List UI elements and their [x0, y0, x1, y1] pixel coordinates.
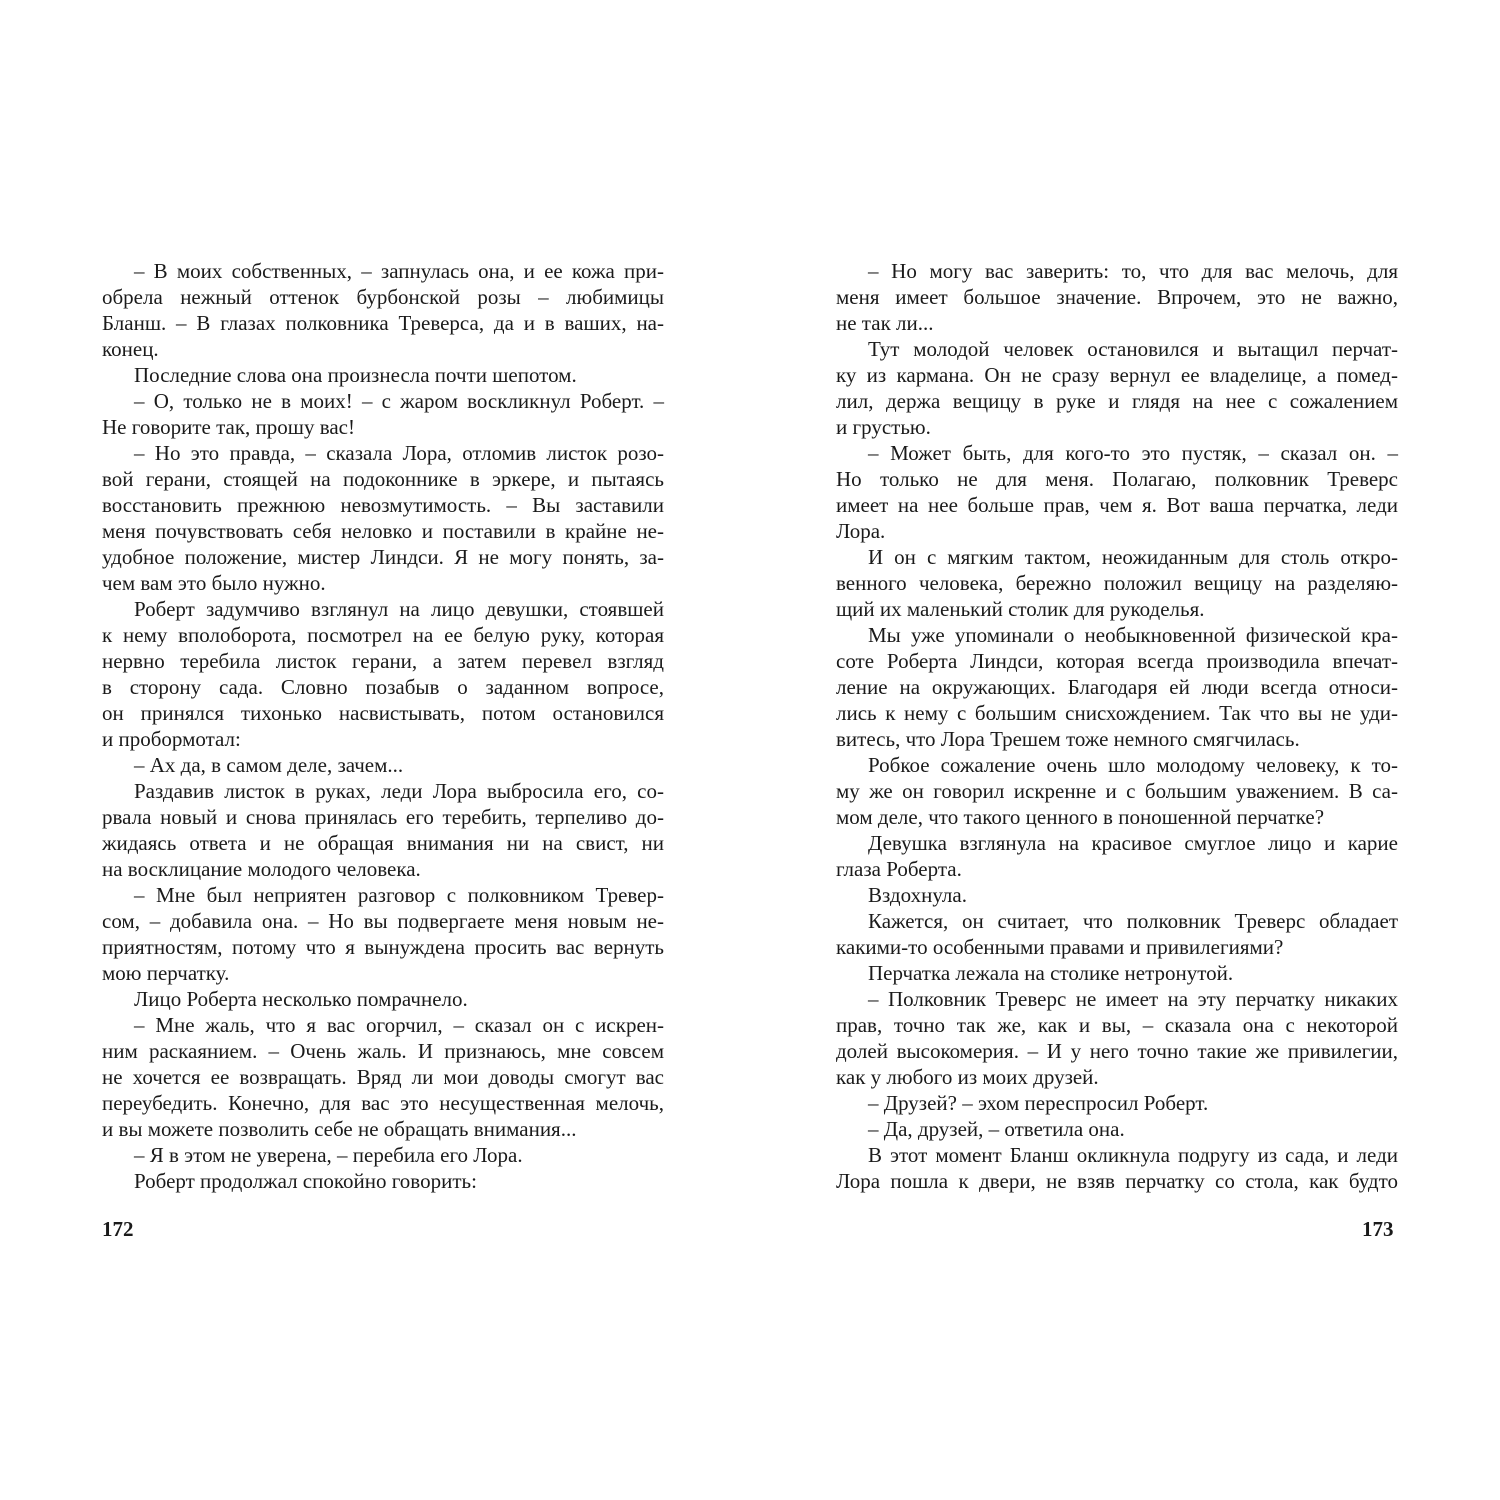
text-line: щий их маленький столик для рукоделья.: [836, 597, 1205, 621]
text-line: мою перчатку.: [102, 961, 230, 985]
text-line: соте Роберта Линдси, которая всегда производила впечат-: [836, 649, 1398, 673]
text-line: – Я в этом не уверена, – перебила его Лора.: [134, 1143, 523, 1167]
text-line: Бланш. – В глазах полковника Треверса, да и в ваших, на-: [102, 311, 664, 335]
left-page-text: [102, 258, 664, 1194]
text-line: и вы можете позволить себе не обращать внимания...: [102, 1117, 577, 1141]
text-line: удобное положение, мистер Линдси. Я не могу понять, за-: [102, 545, 664, 569]
text-line: И он с мягким тактом, неожиданным для столь откро-: [868, 545, 1398, 569]
text-line: Роберт задумчиво взглянул на лицо девушки, стоявшей: [134, 597, 664, 621]
text-line: му же он говорил искренне и с большим уважением. В са-: [836, 779, 1398, 803]
text-line: чем вам это было нужно.: [102, 571, 326, 595]
text-line: Раздавив листок в руках, леди Лора выбросила его, со-: [134, 779, 664, 803]
text-line: жидаясь ответа и не обращая внимания ни на свист, ни: [102, 831, 664, 855]
text-line: – Полковник Треверс не имеет на эту перчатку никаких: [868, 987, 1398, 1011]
text-line: и пробормотал:: [102, 727, 241, 751]
text-line: как у любого из моих друзей.: [836, 1065, 1099, 1089]
text-line: Девушка взглянула на красивое смуглое лицо и карие: [868, 831, 1398, 855]
left-page-number: 172: [102, 1217, 134, 1241]
text-line: восстановить прежнюю невозмутимость. – Вы заставили: [102, 493, 664, 517]
text-line: ним раскаянием. – Очень жаль. И признаюсь, мне совсем: [102, 1039, 664, 1063]
text-line: и грустью.: [836, 415, 931, 439]
text-line: нервно теребила листок герани, а затем перевел взгляд: [102, 649, 664, 673]
text-line: венного человека, бережно положил вещицу на разделяю-: [836, 571, 1398, 595]
text-line: Не говорите так, прошу вас!: [102, 415, 355, 439]
text-line: обрела нежный оттенок бурбонской розы – любимицы: [102, 285, 664, 309]
text-line: – Мне жаль, что я вас огорчил, – сказал он с искрен-: [134, 1013, 664, 1037]
text-line: Роберт продолжал спокойно говорить:: [134, 1169, 477, 1193]
text-line: В этот момент Бланш окликнула подругу из сада, и леди: [868, 1143, 1398, 1167]
text-line: долей высокомерия. – И у него точно такие же привилегии,: [836, 1039, 1398, 1063]
text-line: меня имеет большое значение. Впрочем, это не важно,: [836, 285, 1398, 309]
text-line: приятностям, потому что я вынуждена просить вас вернуть: [102, 935, 664, 959]
text-line: какими-то особенными правами и привилегиями?: [836, 935, 1284, 959]
right-page-number: 173: [1362, 1217, 1394, 1241]
text-line: Перчатка лежала на столике нетронутой.: [868, 961, 1234, 985]
text-line: Робкое сожаление очень шло молодому человеку, к то-: [868, 753, 1398, 777]
text-line: – Друзей? – эхом переспросил Роберт.: [868, 1091, 1209, 1115]
text-line: меня почувствовать себя неловко и поставили в крайне не-: [102, 519, 664, 543]
text-line: – В моих собственных, – запнулась она, и ее кожа при-: [134, 259, 664, 283]
text-line: переубедить. Конечно, для вас это несущественная мелочь,: [102, 1091, 664, 1115]
text-line: мом деле, что такого ценного в поношенной перчатке?: [836, 805, 1325, 829]
text-line: к нему вполоборота, посмотрел на ее белую руку, которая: [102, 623, 664, 647]
text-line: он принялся тихонько насвистывать, потом остановился: [102, 701, 664, 725]
text-line: – Да, друзей, – ответила она.: [868, 1117, 1125, 1141]
text-line: на восклицание молодого человека.: [102, 857, 421, 881]
text-line: – Мне был неприятен разговор с полковником Тревер-: [134, 883, 664, 907]
text-line: имеет на нее больше прав, чем я. Вот ваша перчатка, леди: [836, 493, 1398, 517]
text-line: не хочется ее возвращать. Вряд ли мои доводы смогут вас: [102, 1065, 664, 1089]
text-line: витесь, что Лора Трешем тоже немного смягчилась.: [836, 727, 1300, 751]
text-line: глаза Роберта.: [836, 857, 962, 881]
right-page-text: [836, 258, 1398, 1194]
text-line: Лора.: [836, 519, 886, 543]
text-line: Но только не для меня. Полагаю, полковник Треверс: [836, 467, 1398, 491]
text-line: лил, держа вещицу в руке и глядя на нее с сожалением: [836, 389, 1398, 413]
text-line: – Может быть, для кого-то это пустяк, – сказал он. –: [868, 441, 1398, 465]
text-line: – О, только не в моих! – с жаром воскликнул Роберт. –: [134, 389, 664, 413]
text-line: не так ли...: [836, 311, 934, 335]
text-line: Лицо Роберта несколько помрачнело.: [134, 987, 468, 1011]
text-line: Лора пошла к двери, не взяв перчатку со стола, как будто: [836, 1169, 1398, 1193]
text-line: рвала новый и снова принялась его теребить, терпеливо до-: [102, 805, 664, 829]
text-line: в сторону сада. Словно позабыв о заданном вопросе,: [102, 675, 664, 699]
text-line: Вздохнула.: [868, 883, 967, 907]
text-line: ление на окружающих. Благодаря ей люди всегда относи-: [836, 675, 1398, 699]
text-line: Кажется, он считает, что полковник Треверс обладает: [868, 909, 1398, 933]
text-line: Мы уже упоминали о необыкновенной физической кра-: [868, 623, 1398, 647]
text-line: прав, точно так же, как и вы, – сказала она с некоторой: [836, 1013, 1398, 1037]
text-line: конец.: [102, 337, 159, 361]
text-line: – Ах да, в самом деле, зачем...: [134, 753, 404, 777]
text-line: вой герани, стоящей на подоконнике в эркере, и пытаясь: [102, 467, 664, 491]
text-line: ку из кармана. Он не сразу вернул ее владелице, а помед-: [836, 363, 1398, 387]
text-line: Последние слова она произнесла почти шепотом.: [134, 363, 577, 387]
text-line: сом, – добавила она. – Но вы подвергаете меня новым не-: [102, 909, 664, 933]
text-line: Тут молодой человек остановился и вытащил перчат-: [868, 337, 1398, 361]
text-line: лись к нему с большим снисхождением. Так что вы не уди-: [836, 701, 1398, 725]
text-line: – Но могу вас заверить: то, что для вас мелочь, для: [868, 259, 1398, 283]
text-line: – Но это правда, – сказала Лора, отломив листок розо-: [134, 441, 664, 465]
